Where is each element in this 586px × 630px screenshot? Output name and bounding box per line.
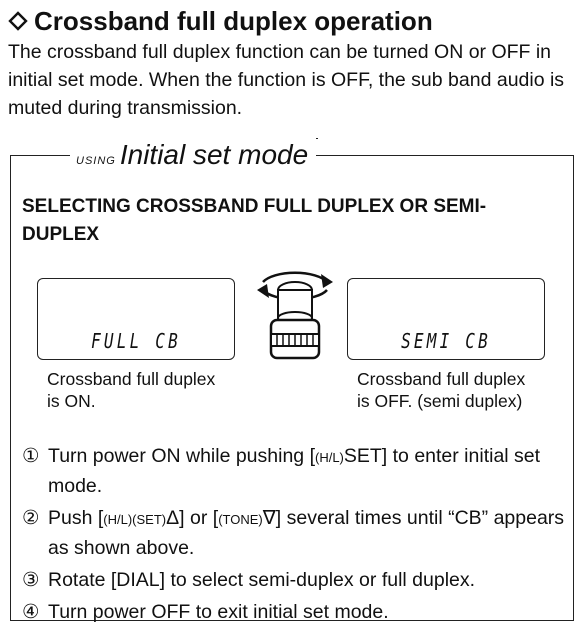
heading-text: Crossband full duplex operation bbox=[34, 6, 433, 36]
caption-full-line-1: Crossband full duplex bbox=[47, 369, 216, 389]
step-text-part: Turn power ON while pushing [ bbox=[48, 445, 315, 467]
step-3 bbox=[22, 566, 570, 594]
step-number: ④ bbox=[22, 601, 40, 623]
step-text bbox=[48, 442, 570, 500]
step-text-part: Push [ bbox=[48, 507, 104, 529]
lcd-text-full: FULL CB bbox=[91, 329, 181, 353]
caption-full-line-2: is ON. bbox=[47, 391, 96, 411]
key-label-hl-set: (H/L)(SET) bbox=[103, 512, 167, 527]
step-1 bbox=[22, 442, 570, 500]
step-text: Rotate [DIAL] to select semi-duplex or full duplex. bbox=[48, 569, 476, 591]
caption-full-duplex bbox=[47, 368, 267, 412]
using-label: USING bbox=[76, 155, 116, 167]
step-number: ② bbox=[22, 507, 40, 529]
lcd-display-semi bbox=[347, 278, 545, 360]
step-number: ① bbox=[22, 445, 40, 467]
intro-paragraph: The crossband full duplex function can be turned ON or OFF in initial set mode. When the function is OFF, the sub band audio is muted during transmission. bbox=[8, 41, 565, 119]
steps-list bbox=[22, 442, 570, 630]
sub-heading: SELECTING CROSSBAND FULL DUPLEX OR SEMI-DUPLEX bbox=[22, 196, 487, 245]
step-text bbox=[48, 504, 570, 562]
caption-semi-duplex bbox=[357, 368, 577, 412]
step-text-part: Δ] or [ bbox=[166, 507, 219, 529]
step-4 bbox=[22, 598, 570, 626]
step-text-part: ∇] several times until “CB” appears as shown above. bbox=[48, 507, 565, 559]
key-label-hl: (H/L) bbox=[314, 450, 344, 465]
lcd-display-full bbox=[37, 278, 235, 360]
box-title bbox=[70, 138, 316, 178]
step-text-part: SET] to enter initial set mode. bbox=[48, 445, 541, 497]
step-number: ③ bbox=[22, 569, 40, 591]
lcd-text-semi: SEMI CB bbox=[401, 329, 491, 353]
step-2 bbox=[22, 504, 570, 562]
caption-semi-line-2: is OFF. (semi duplex) bbox=[357, 391, 523, 411]
step-text: Turn power OFF to exit initial set mode. bbox=[48, 601, 389, 623]
mode-label: Initial set mode bbox=[119, 139, 309, 170]
section-heading bbox=[8, 6, 433, 36]
rotate-dial-icon bbox=[245, 260, 345, 372]
key-label-tone: (TONE) bbox=[218, 512, 263, 527]
diamond-icon bbox=[8, 6, 28, 36]
caption-semi-line-1: Crossband full duplex bbox=[357, 369, 526, 389]
